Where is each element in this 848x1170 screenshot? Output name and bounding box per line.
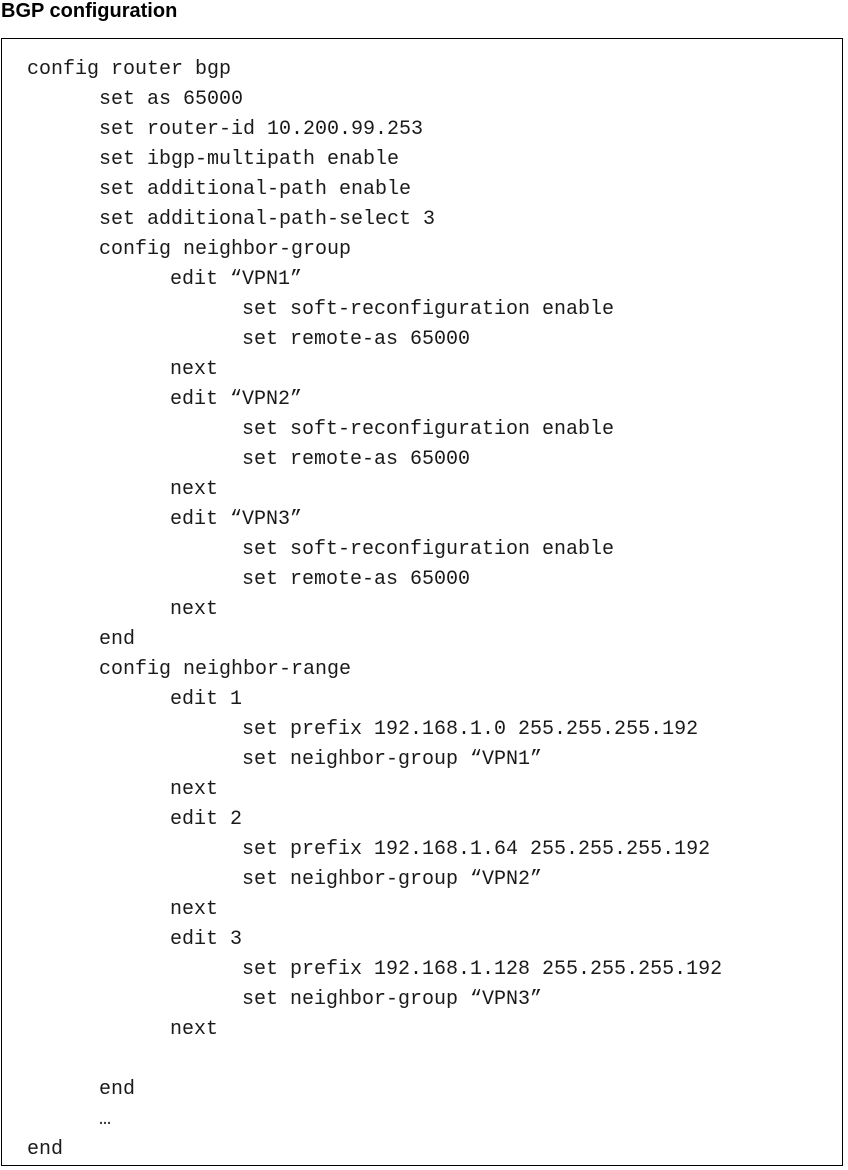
- code-line: set prefix 192.168.1.64 255.255.255.192: [242, 838, 711, 861]
- code-line: set as 65000: [99, 88, 244, 111]
- code-line: edit 2: [170, 808, 243, 831]
- code-line: next: [170, 358, 219, 381]
- page-title: BGP configuration: [1, 0, 178, 22]
- code-line: edit 3: [170, 928, 243, 951]
- code-line: edit “VPN3”: [170, 508, 303, 531]
- code-line: end: [99, 1078, 136, 1101]
- code-line: end: [99, 628, 136, 651]
- code-line: set prefix 192.168.1.0 255.255.255.192: [242, 718, 699, 741]
- code-line: set soft-reconfiguration enable: [242, 538, 615, 561]
- code-line: set neighbor-group “VPN3”: [242, 988, 543, 1011]
- code-line: next: [170, 1018, 219, 1041]
- code-line: set additional-path enable: [99, 178, 412, 201]
- code-line: next: [170, 778, 219, 801]
- code-line: set neighbor-group “VPN2”: [242, 868, 543, 891]
- code-line: set ibgp-multipath enable: [99, 148, 400, 171]
- code-line: set soft-reconfiguration enable: [242, 298, 615, 321]
- code-line: set prefix 192.168.1.128 255.255.255.192: [242, 958, 723, 981]
- code-line: set remote-as 65000: [242, 448, 471, 471]
- code-line: next: [170, 478, 219, 501]
- code-line: set remote-as 65000: [242, 328, 471, 351]
- code-line: set remote-as 65000: [242, 568, 471, 591]
- code-line: end: [27, 1138, 64, 1161]
- code-line: edit “VPN2”: [170, 388, 303, 411]
- code-line: set neighbor-group “VPN1”: [242, 748, 543, 771]
- code-line: next: [170, 898, 219, 921]
- code-line: edit “VPN1”: [170, 268, 303, 291]
- code-line: edit 1: [170, 688, 243, 711]
- code-line: set router-id 10.200.99.253: [99, 118, 424, 141]
- code-line: config router bgp: [27, 58, 232, 81]
- code-line: config neighbor-group: [99, 238, 352, 261]
- code-line: …: [99, 1108, 112, 1131]
- code-line: next: [170, 598, 219, 621]
- code-line: set additional-path-select 3: [99, 208, 436, 231]
- code-line: config neighbor-range: [99, 658, 352, 681]
- code-line: set soft-reconfiguration enable: [242, 418, 615, 441]
